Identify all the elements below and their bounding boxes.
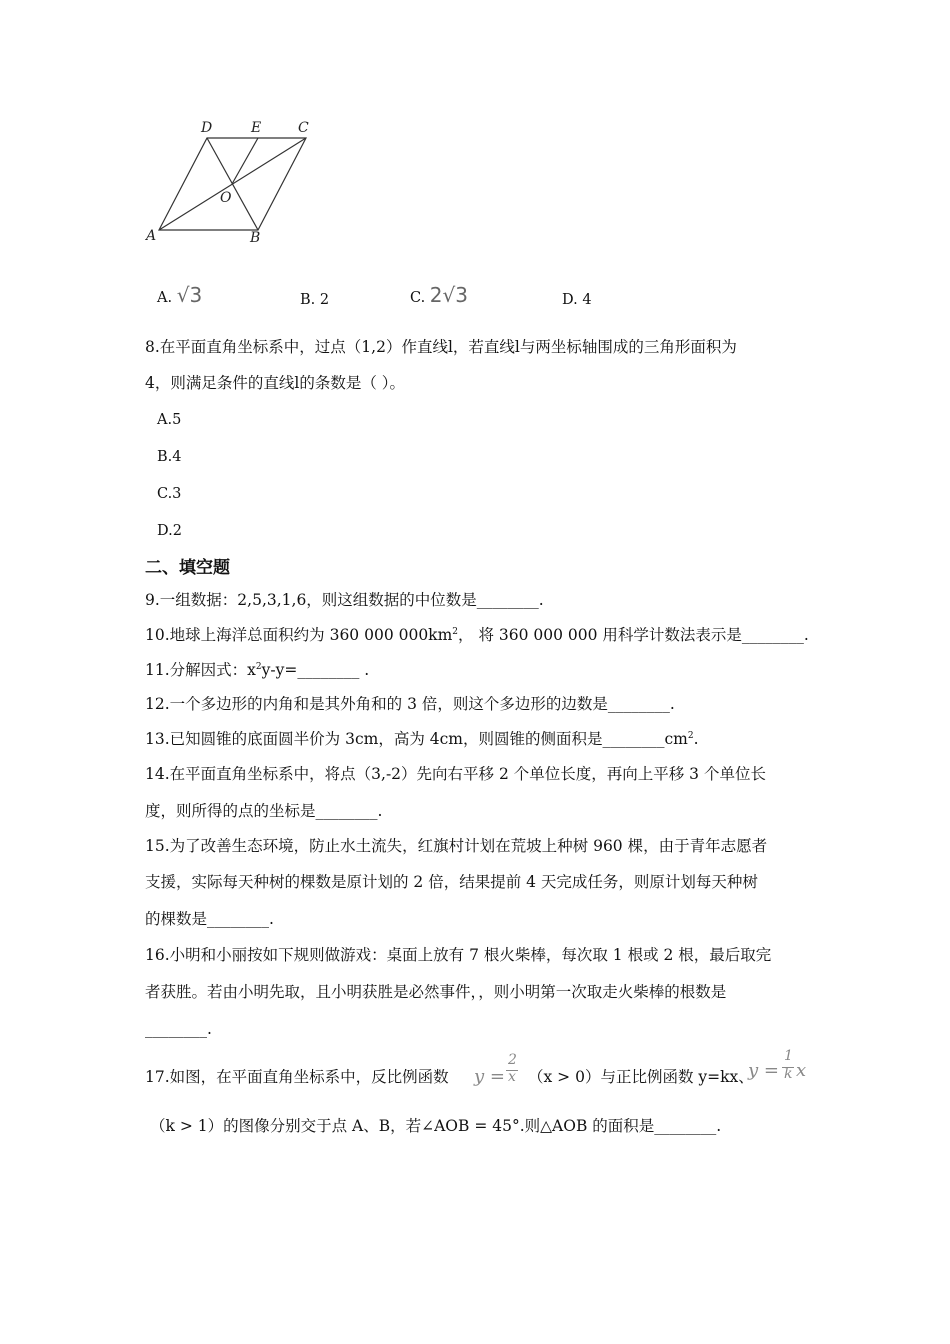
q7-option-c	[410, 285, 468, 308]
q14-line1: 14.在平面直角坐标系中，将点（3,-2）先向右平移 2 个单位长度，再向上平移 3 个单位长	[145, 765, 766, 783]
parallelogram-figure	[140, 110, 330, 250]
q13-after: .	[693, 730, 699, 748]
q12-text: 12.一个多边形的内角和是其外角和的 3 倍，则这个多边形的边数是________.	[145, 695, 675, 713]
q14-line2: 度，则所得的点的坐标是________.	[145, 802, 383, 820]
q17-line1-text: 17.如图，在平面直角坐标系中，反比例函数	[145, 1068, 449, 1086]
label-e: E	[251, 120, 262, 136]
q7-option-c-prefix: C.	[410, 290, 426, 306]
q7-option-d: D. 4	[562, 292, 592, 308]
q10-after: ， 将 360 000 000 用科学计数法表示是________.	[458, 626, 809, 644]
segment-eo	[232, 138, 258, 184]
q17-formula-linear-lhs: y =	[748, 1060, 779, 1081]
q17-formula-linear-den: k	[784, 1066, 793, 1082]
q15-line3: 的棵数是________.	[145, 910, 274, 928]
q16-line1: 16.小明和小丽按如下规则做游戏：桌面上放有 7 根火柴棒，每次取 1 根或 2 根，最后取完	[145, 946, 772, 964]
section-heading-fill-blank: 二、填空题	[145, 558, 230, 578]
q11-after: y-y=________ .	[261, 661, 370, 679]
q11-before: 11.分解因式：x	[145, 661, 256, 679]
q11-text	[145, 660, 369, 680]
q15-line2: 支援，实际每天种树的棵数是原计划的 2 倍，结果提前 4 天完成任务，则原计划每天种树	[145, 873, 758, 891]
q8-line2: 4，则满足条件的直线l的条数是（ ）。	[145, 374, 405, 392]
q17-formula-inverse-num: 2	[508, 1052, 517, 1068]
q15-line1: 15.为了改善生态环境，防止水土流失，红旗村计划在荒坡上种树 960 棵，由于青年志愿者	[145, 837, 768, 855]
q13-before: 13.已知圆锥的底面圆半价为 3cm，高为 4cm，则圆锥的侧面积是________cm	[145, 730, 688, 748]
q16-line3: ________.	[145, 1020, 212, 1038]
q8-option-b: B.4	[157, 449, 182, 465]
q17-formula-inverse-den: x	[508, 1069, 516, 1085]
label-c: C	[298, 120, 309, 136]
label-d: D	[201, 120, 213, 136]
q8-option-d: D.2	[157, 523, 182, 539]
q7-option-c-radical: 2√3	[429, 283, 468, 307]
q8-option-c: C.3	[157, 486, 182, 502]
q17-formula-inverse-lhs: y =	[474, 1066, 505, 1087]
q17-line2: （k > 1）的图像分别交于点 A、B，若∠AOB = 45°.则△AOB 的面积是________.	[150, 1117, 722, 1135]
label-o: O	[220, 190, 232, 206]
q13-sup: 2	[687, 730, 694, 741]
q7-option-b: B. 2	[300, 292, 330, 308]
q13-text	[145, 729, 699, 749]
q7-option-a	[157, 285, 202, 308]
q9-text: 9.一组数据：2,5,3,1,6，则这组数据的中位数是________.	[145, 591, 544, 609]
q11-sup: 2	[255, 661, 262, 672]
q8-option-a: A.5	[157, 412, 182, 428]
label-b: B	[250, 230, 261, 246]
q7-option-a-radical: √3	[176, 283, 203, 307]
q7-option-a-prefix: A.	[157, 290, 173, 306]
q10-sup: 2	[452, 626, 459, 637]
q16-line2: 者获胜。若由小明先取，且小明获胜是必然事件，，则小明第一次取走火柴棒的根数是	[145, 983, 727, 1001]
q8-line1: 8.在平面直角坐标系中，过点（1,2）作直线l，若直线l与两坐标轴围成的三角形面积为	[145, 338, 737, 356]
q17-formula-linear-num: 1	[784, 1048, 793, 1064]
label-a: A	[146, 228, 157, 244]
q10-before: 10.地球上海洋总面积约为 360 000 000km	[145, 626, 453, 644]
q17-line1-middle: （x > 0）与正比例函数 y=kx、	[528, 1068, 754, 1086]
q17-formula-linear-var: x	[796, 1060, 807, 1081]
q10-text	[145, 625, 809, 645]
